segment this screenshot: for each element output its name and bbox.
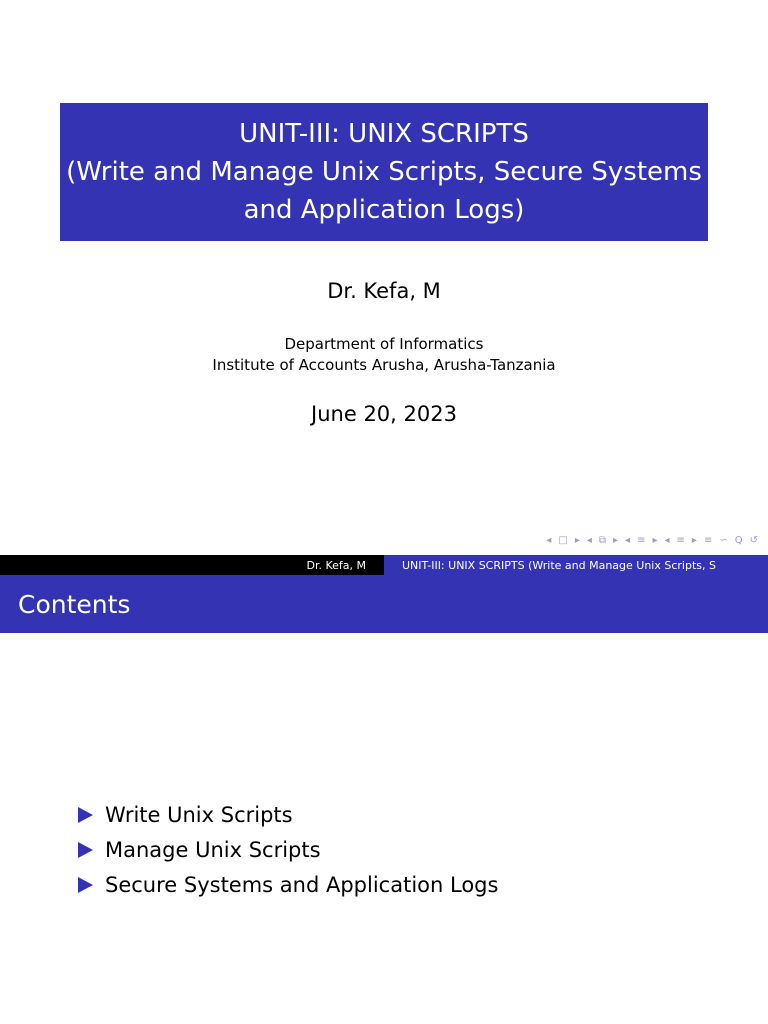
frame-title: Contents: [0, 575, 768, 633]
triangle-bullet-icon: [78, 842, 93, 858]
nav-subsection-icon[interactable]: ⧉: [598, 535, 607, 546]
nav-back-icon[interactable]: ↺: [749, 535, 758, 546]
footline-title: UNIT-III: UNIX SCRIPTS (Write and Manage Unix Scripts, S: [384, 555, 768, 575]
nav-section-prev-icon[interactable]: ◂: [625, 535, 631, 546]
institute-block: [0, 334, 768, 376]
list-item-label: Manage Unix Scripts: [105, 837, 321, 862]
title-line-1: UNIT-III: UNIX SCRIPTS: [239, 119, 529, 149]
presentation-date: June 20, 2023: [311, 402, 457, 426]
nav-doc-prev-icon[interactable]: ◂: [664, 535, 670, 546]
nav-search-icon[interactable]: ∽: [719, 535, 728, 546]
footline: [0, 555, 768, 575]
triangle-bullet-icon: [78, 877, 93, 893]
nav-section-next-icon[interactable]: ▸: [652, 535, 658, 546]
beamer-navigation-symbols[interactable]: [546, 535, 758, 546]
list-item: [78, 797, 498, 832]
title-line-3: and Application Logs): [243, 195, 525, 225]
institute-line: Institute of Accounts Arusha, Arusha-Tanzania: [212, 356, 556, 374]
nav-section-icon[interactable]: ≡: [637, 535, 646, 546]
nav-subsection-prev-icon[interactable]: ◂: [586, 535, 592, 546]
triangle-bullet-icon: [78, 807, 93, 823]
list-item-label: Write Unix Scripts: [105, 802, 293, 827]
nav-subsection-next-icon[interactable]: ▸: [613, 535, 619, 546]
contents-list: [78, 797, 498, 902]
nav-frame-next-icon[interactable]: ▸: [574, 535, 580, 546]
author-name: Dr. Kefa, M: [327, 279, 441, 303]
title-line-2: (Write and Manage Unix Scripts, Secure Systems: [66, 157, 702, 187]
nav-doc-next-icon[interactable]: ▸: [691, 535, 697, 546]
list-item: [78, 867, 498, 902]
nav-frame-icon[interactable]: □: [558, 535, 568, 546]
list-item-label: Secure Systems and Application Logs: [105, 872, 499, 897]
department-line: Department of Informatics: [284, 335, 484, 353]
footline-author: Dr. Kefa, M: [0, 555, 384, 575]
title-block: [60, 103, 708, 241]
nav-frame-prev-icon[interactable]: ◂: [546, 535, 552, 546]
nav-zoom-icon[interactable]: Q: [734, 535, 743, 546]
list-item: [78, 832, 498, 867]
nav-doc-icon[interactable]: ≡: [676, 535, 685, 546]
nav-align-icon[interactable]: ≡: [703, 535, 713, 546]
